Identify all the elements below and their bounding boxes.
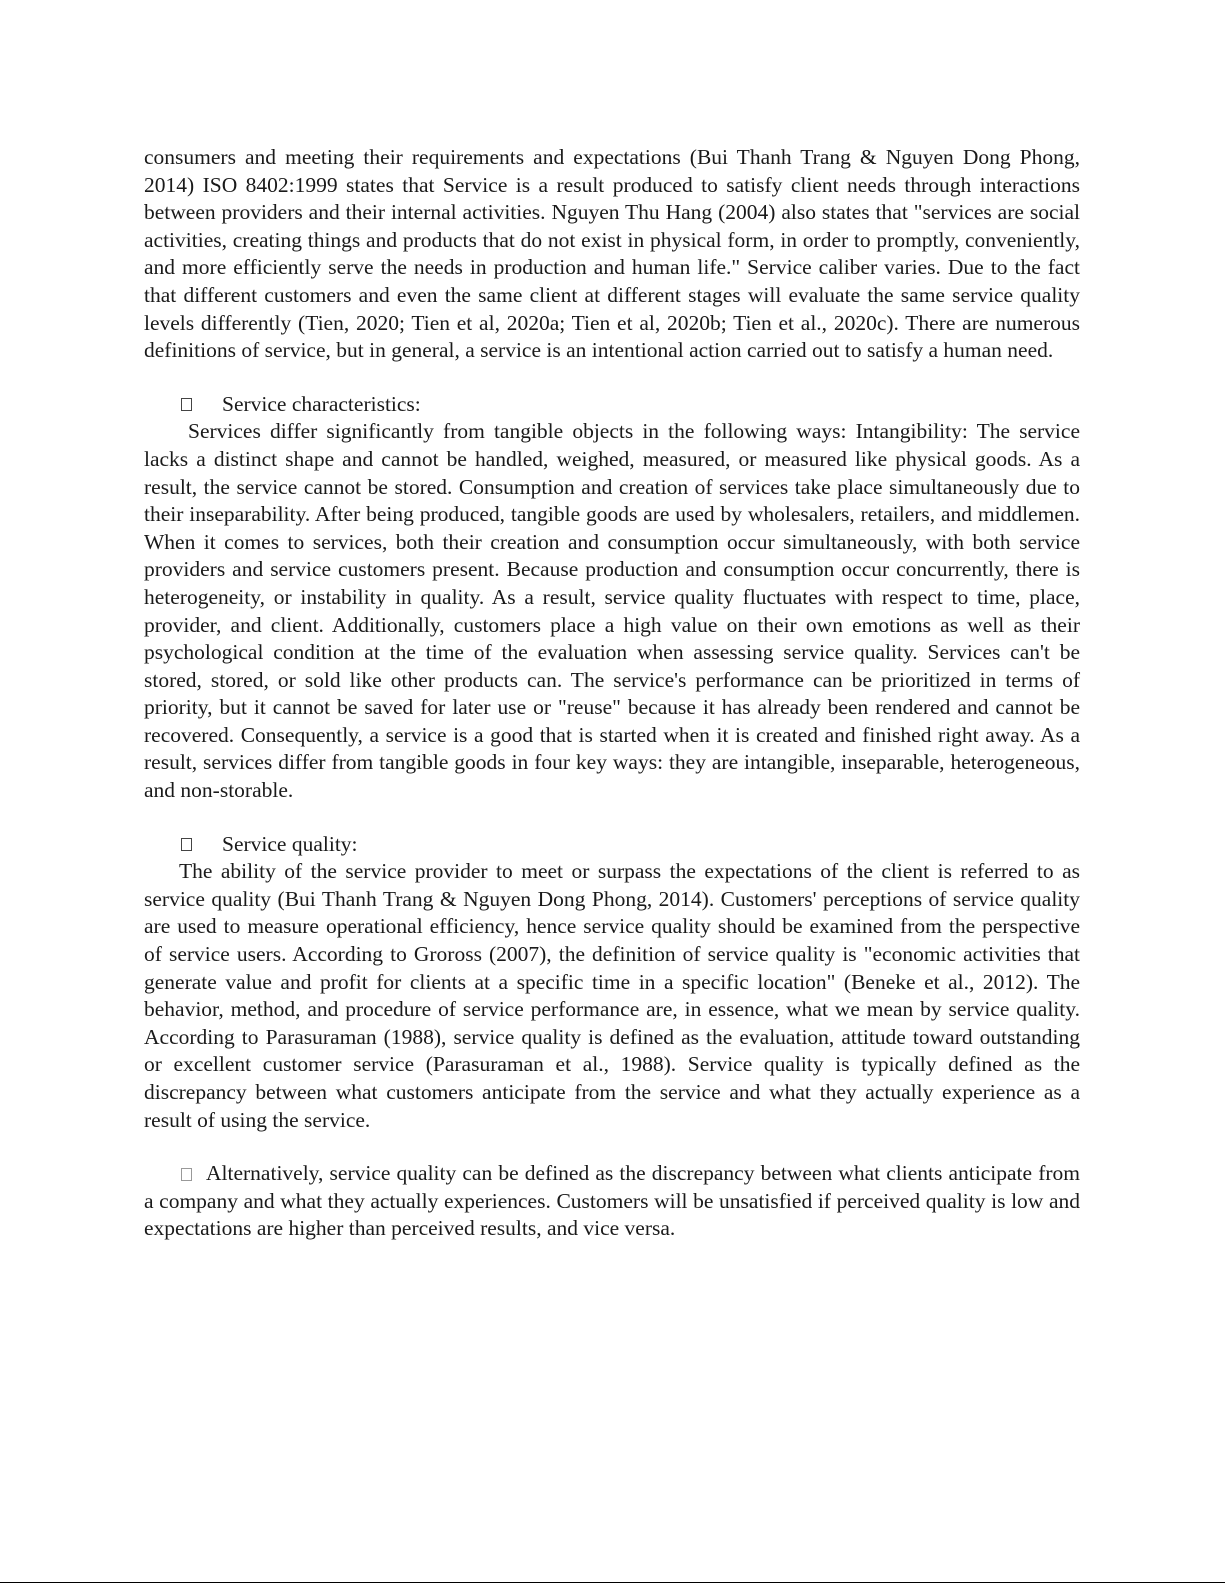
- intro-paragraph: consumers and meeting their requirements and expectations (Bui Thanh Trang & Nguyen Dong Phong, 2014) ISO 8402:1999 states that Service is a result produced to satisfy client needs through interactions between providers and their internal activities. Nguyen Thu Hang (2004) also states that "services are social activities, creating things and products that do not exist in physical form, in order to promptly, conveniently, and more efficiently serve the needs in production and human life." Service caliber varies. Due to the fact that different customers and even the same client at different stages will evaluate the same service quality levels differently (Tien, 2020; Tien et al, 2020a; Tien et al, 2020b; Tien et al., 2020c). There are numerous definitions of service, but in general, a service is an intentional action carried out to satisfy a human need.: [144, 145, 1080, 363]
- bullet-box-icon: [181, 838, 192, 851]
- service-characteristics-heading: [181, 391, 1080, 419]
- bullet-box-icon: [181, 398, 192, 411]
- alternative-definition-paragraph: [144, 1160, 1080, 1243]
- page-bottom-rule: [0, 1582, 1225, 1583]
- alternative-text: Alternatively, service quality can be defined as the discrepancy between what clients anticipate from a company and what they actually experiences. Customers will be unsatisfied if perceived quality is low and expectations are higher than perceived results, and vice versa.: [144, 1161, 1080, 1241]
- spacer: [144, 365, 1080, 391]
- bullet-box-icon: [181, 1168, 192, 1181]
- service-quality-heading: [181, 831, 1080, 859]
- spacer: [144, 805, 1080, 831]
- service-characteristics-paragraph: Services differ significantly from tangible objects in the following ways: Intangibility: The service lacks a distinct shape and cannot be handled, weighed, measured, or measured like physical goods. As a result, the service cannot be stored. Consumption and creation of services take place simultaneously due to their inseparability. After being produced, tangible goods are used by wholesalers, retailers, and middlemen. When it comes to services, both their creation and consumption occur simultaneously, with both service providers and service customers present. Because production and consumption occur concurrently, there is heterogeneity, or instability in quality. As a result, service quality fluctuates with respect to time, place, provider, and client. Additionally, customers place a high value on their own emotions as well as their psychological condition at the time of the evaluation when assessing service quality. Services can't be stored, stored, or sold like other products can. The service's performance can be prioritized in terms of priority, but it cannot be saved for later use or "reuse" because it has already been rendered and cannot be recovered. Consequently, a service is a good that is started when it is created and finished right away. As a result, services differ from tangible goods in four key ways: they are intangible, inseparable, heterogeneous, and non-storable.: [144, 419, 1080, 803]
- spacer: [144, 1134, 1080, 1160]
- service-quality-paragraph: The ability of the service provider to meet or surpass the expectations of the client is referred to as service quality (Bui Thanh Trang & Nguyen Dong Phong, 2014). Customers' perceptions of service quality are used to measure operational efficiency, hence service quality should be examined from the perspective of service users. According to Groross (2007), the definition of service quality is "economic activities that generate value and profit for clients at a specific time in a specific location" (Beneke et al., 2012). The behavior, method, and procedure of service performance are, in essence, what we mean by service quality. According to Parasuraman (1988), service quality is defined as the evaluation, attitude toward outstanding or excellent customer service (Parasuraman et al., 1988). Service quality is typically defined as the discrepancy between what customers anticipate from the service and what they actually experience as a result of using the service.: [144, 859, 1080, 1132]
- document-page: [144, 144, 1080, 1243]
- heading-text: Service quality:: [222, 831, 358, 856]
- heading-text: Service characteristics:: [222, 391, 421, 416]
